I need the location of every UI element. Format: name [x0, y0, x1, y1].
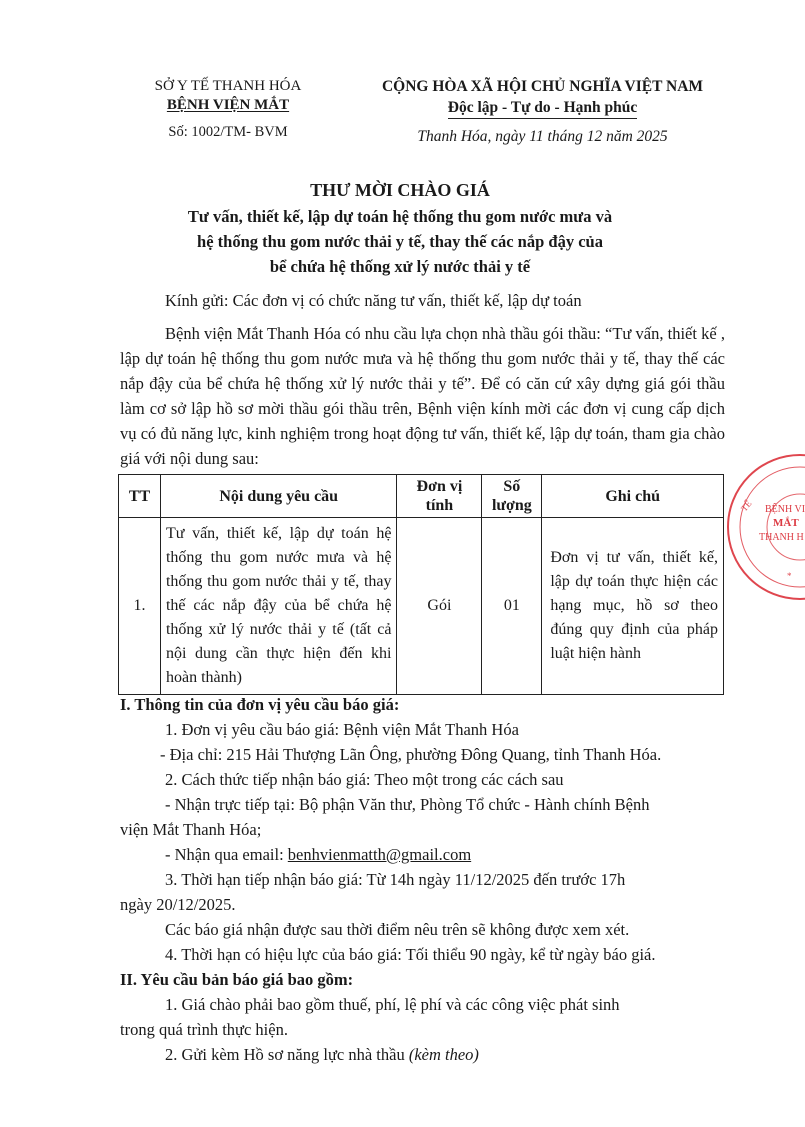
section-1-item-2: 2. Cách thức tiếp nhận báo giá: Theo một trong các cách sau [165, 770, 564, 789]
section-2-item-2-text: 2. Gửi kèm Hồ sơ năng lực nhà thầu [165, 1045, 409, 1064]
subtitle-line-3: bể chứa hệ thống xử lý nước thải y tế [269, 257, 531, 276]
document-subtitle [90, 204, 710, 279]
section-1-item-3-line-1: 3. Thời hạn tiếp nhận báo giá: Từ 14h ngày 11/12/2025 đến trước 17h [165, 870, 626, 889]
org-line-2: BỆNH VIỆN MẮT [166, 97, 290, 113]
cell-qty: 01 [482, 518, 542, 695]
place-date: Thanh Hóa, ngày 11 tháng 12 năm 2025 [417, 128, 668, 145]
col-header-qty [482, 475, 542, 518]
cell-note: Đơn vị tư vấn, thiết kế, lập dự toán thực hiện các hạng mục, hồ sơ theo đúng quy định của pháp luật hiện hành [542, 518, 724, 695]
col-header-qty-l1: Số [503, 478, 521, 495]
section-1-item-1: 1. Đơn vị yêu cầu báo giá: Bệnh viện Mắt Thanh Hóa [165, 720, 519, 739]
col-header-content: Nội dung yêu cầu [160, 475, 397, 518]
col-header-qty-l2: lượng [491, 497, 532, 514]
org-line-1: SỞ Y TẾ THANH HÓA [154, 78, 302, 94]
stamp-star: * [787, 571, 792, 581]
section-2-item-2 [120, 1042, 725, 1067]
stamp-text-line-2: MẮT [773, 517, 799, 529]
document-title: THƯ MỜI CHÀO GIÁ [310, 180, 490, 200]
table-row [119, 518, 724, 695]
document-number: Số: 1002/TM- BVM [168, 124, 288, 140]
intro-paragraph: Bệnh viện Mắt Thanh Hóa có nhu cầu lựa chọn nhà thầu gói thầu: “Tư vấn, thiết kế , lập dự toán hệ thống thu gom nước mưa và hệ thống thu gom nước thải y tế, thay thế các nắp đậy của bể chứa hệ thống xử lý nước thải y tế”. Để có căn cứ xây dựng giá gói thầu làm cơ sở lập hồ sơ mời thầu gói thầu trên, Bệnh viện kính mời các đơn vị cung cấp dịch vụ có đủ năng lực, kinh nghiệm trong hoạt động tư vấn, thiết kế, lập dự toán, tham gia chào giá với nội dung sau: [120, 324, 725, 468]
section-2-item-1-line-2: trong quá trình thực hiện. [120, 1020, 288, 1039]
cell-content: Tư vấn, thiết kế, lập dự toán hệ thống thu gom nước mưa và hệ thống thu gom nước thải y tế, thay thế các nắp đậy của bể chứa hệ thống xử lý nước thải y tế (tất cả nội dung cần thực hiện đến khi hoàn thành) [160, 518, 397, 695]
subtitle-line-2: hệ thống thu gom nước thải y tế, thay thế các nắp đậy của [197, 232, 603, 251]
col-header-unit-l2: tính [425, 497, 454, 514]
email-label: - Nhận qua email: [165, 845, 288, 864]
section-1-item-3-line-2: ngày 20/12/2025. [120, 895, 236, 914]
section-2-item-2-italic: (kèm theo) [408, 1045, 479, 1064]
section-1-direct-line-1: - Nhận trực tiếp tại: Bộ phận Văn thư, Phòng Tổ chức - Hành chính Bệnh [165, 795, 650, 814]
stamp-arc-text: TẾ [738, 498, 754, 514]
national-motto: Độc lập - Tự do - Hạnh phúc [448, 97, 637, 119]
stamp-text-line-1: BỆNH VI [765, 504, 805, 515]
nation-name: CỘNG HÒA XÃ HỘI CHỦ NGHĨA VIỆT NAM [381, 78, 704, 95]
section-2-heading: II. Yêu cầu bản báo giá bao gồm: [120, 970, 354, 989]
stamp-text-line-3: THANH H [759, 532, 804, 543]
subtitle-line-1: Tư vấn, thiết kế, lập dự toán hệ thống thu gom nước mưa và [187, 207, 613, 226]
email-link[interactable]: benhvienmatth@gmail.com [287, 845, 472, 864]
national-header-block [355, 76, 730, 146]
col-header-tt: TT [119, 475, 161, 518]
issuing-authority-block [128, 76, 328, 141]
col-header-unit [397, 475, 482, 518]
section-1-email-line [120, 842, 725, 867]
section-1 [120, 692, 725, 967]
cell-tt: 1. [119, 518, 161, 695]
recipient-line: Kính gửi: Các đơn vị có chức năng tư vấn, thiết kế, lập dự toán [165, 291, 582, 310]
section-1-heading: I. Thông tin của đơn vị yêu cầu báo giá: [120, 695, 400, 714]
section-1-address: - Địa chỉ: 215 Hải Thượng Lãn Ông, phường Đông Quang, tỉnh Thanh Hóa. [160, 745, 662, 764]
requirements-table [118, 474, 724, 695]
section-1-late-note: Các báo giá nhận được sau thời điểm nêu trên sẽ không được xem xét. [165, 920, 630, 939]
col-header-unit-l1: Đơn vị [416, 478, 463, 495]
table-header-row [119, 475, 724, 518]
cell-unit: Gói [397, 518, 482, 695]
red-seal-stamp [725, 452, 805, 602]
col-header-note: Ghi chú [542, 475, 724, 518]
section-1-item-4: 4. Thời hạn có hiệu lực của báo giá: Tối thiểu 90 ngày, kể từ ngày báo giá. [165, 945, 656, 964]
section-2 [120, 967, 725, 1067]
section-1-direct-line-2: viện Mắt Thanh Hóa; [120, 820, 262, 839]
section-2-item-1-line-1: 1. Giá chào phải bao gồm thuế, phí, lệ phí và các công việc phát sinh [165, 995, 620, 1014]
